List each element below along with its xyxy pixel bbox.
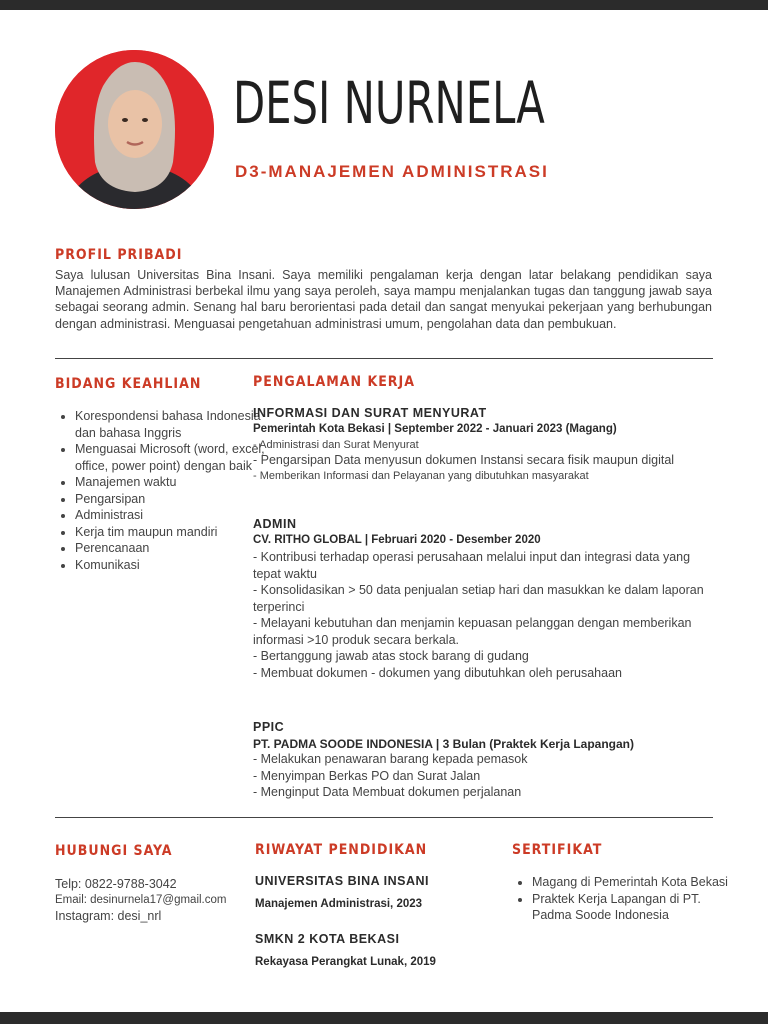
profile-text: Saya lulusan Universitas Bina Insani. Saya memiliki pengalaman kerja dengan latar belakang pendidikan saya Manajemen Administrasi berbekal ilmu yang saya peroleh, saya mampu menjalankan tugas dan tanggung jawab saya sebagai seorang admin. Senang hal baru berorientasi pada detail dan sangat menyukai pekerjaan yang berhubungan dengan administrasi. Menguasai pengetahuan administrasi umum, pengolahan data dan pembukuan. [55, 268, 712, 331]
bottom-bar [0, 1012, 768, 1024]
education-section-title: RIWAYAT PENDIDIKAN [255, 842, 428, 858]
profile-photo [55, 50, 214, 209]
job-duty: - Memberikan Informasi dan Pelayanan yang dibutuhkan masyarakat [253, 469, 589, 482]
job-duty: - Administrasi dan Surat Menyurat [253, 439, 419, 451]
job-company-period: CV. RITHO GLOBAL | Februari 2020 - Desember 2020 [253, 534, 541, 546]
job-duty: - Kontribusi terhadap operasi perusahaan melalui input dan integrasi data yang tepat waktu [253, 550, 691, 581]
contact-instagram: Instagram: desi_nrl [55, 909, 162, 923]
skill-item: • Pengarsipan [75, 491, 270, 508]
skill-item: • Menguasai Microsoft (word, excel, office, power point) dengan baik [75, 441, 270, 474]
divider [55, 358, 713, 359]
education-major: Manajemen Administrasi, 2023 [255, 898, 423, 910]
candidate-subtitle: D3-MANAJEMEN ADMINISTRASI [235, 162, 549, 181]
certificate-item: • Praktek Kerja Lapangan di PT. Padma Soode Indonesia [532, 891, 737, 924]
education-school: UNIVERSITAS BINA INSANI [255, 874, 430, 888]
certificate-item: • Magang di Pemerintah Kota Bekasi [532, 874, 737, 891]
profile-photo-illustration [55, 50, 214, 209]
education-major: Rekayasa Perangkat Lunak, 2019 [255, 956, 436, 968]
job-duty: - Melayani kebutuhan dan menjamin kepuasan pelanggan dengan memberikan informasi >10 produk secara berkala. [253, 616, 692, 647]
job-duty: - Melakukan penawaran barang kepada pemasok [253, 752, 528, 766]
candidate-name: DESI NURNELA [233, 69, 545, 137]
job-duty: - Menginput Data Membuat dokumen perjalanan [253, 785, 522, 799]
experience-section-title: PENGALAMAN KERJA [253, 374, 415, 390]
contact-section-title: HUBUNGI SAYA [55, 843, 173, 859]
job-duty: - Membuat dokumen - dokumen yang dibutuhkan oleh perusahaan [253, 665, 622, 680]
skill-item: • Perencanaan [75, 540, 270, 557]
skill-item: • Korespondensi bahasa Indonesia dan bahasa Inggris [75, 408, 270, 441]
skill-item: • Komunikasi [75, 557, 270, 574]
job-title: PPIC [253, 720, 285, 734]
certificates-section-title: SERTIFIKAT [512, 842, 603, 858]
experience-entry [253, 406, 715, 483]
job-title: ADMIN [253, 517, 297, 531]
experience-entry [253, 517, 715, 681]
top-bar [0, 0, 768, 10]
job-duty: - Menyimpan Berkas PO dan Surat Jalan [253, 768, 481, 783]
skill-item: • Kerja tim maupun mandiri [75, 524, 270, 541]
job-company-period: Pemerintah Kota Bekasi | September 2022 - Januari 2023 (Magang) [253, 423, 617, 435]
job-duty: - Konsolidasikan > 50 data penjualan setiap hari dan masukkan ke dalam laporan terperinci [253, 583, 704, 614]
divider [55, 817, 713, 818]
job-duty: - Bertanggung jawab atas stock barang di gudang [253, 649, 529, 663]
education-entry [255, 932, 436, 968]
certificates-list [512, 874, 737, 924]
skills-section-title: BIDANG KEAHLIAN [55, 376, 202, 392]
job-duty: - Pengarsipan Data menyusun dokumen Instansi secara fisik maupun digital [253, 453, 675, 467]
education-entry [255, 874, 429, 910]
skill-item: • Administrasi [75, 507, 270, 524]
skills-list [55, 408, 270, 573]
contact-block [55, 876, 226, 924]
job-title: INFORMASI DAN SURAT MENYURAT [253, 406, 487, 420]
skill-item: • Manajemen waktu [75, 474, 270, 491]
experience-entry [253, 720, 715, 801]
education-school: SMKN 2 KOTA BEKASI [255, 932, 400, 946]
contact-phone: Telp: 0822-9788-3042 [55, 877, 177, 891]
profile-section-title: PROFIL PRIBADI [55, 247, 183, 263]
job-company-period: PT. PADMA SOODE INDONESIA | 3 Bulan (Praktek Kerja Lapangan) [253, 737, 634, 751]
contact-email: Email: desinurnela17@gmail.com [55, 894, 227, 906]
